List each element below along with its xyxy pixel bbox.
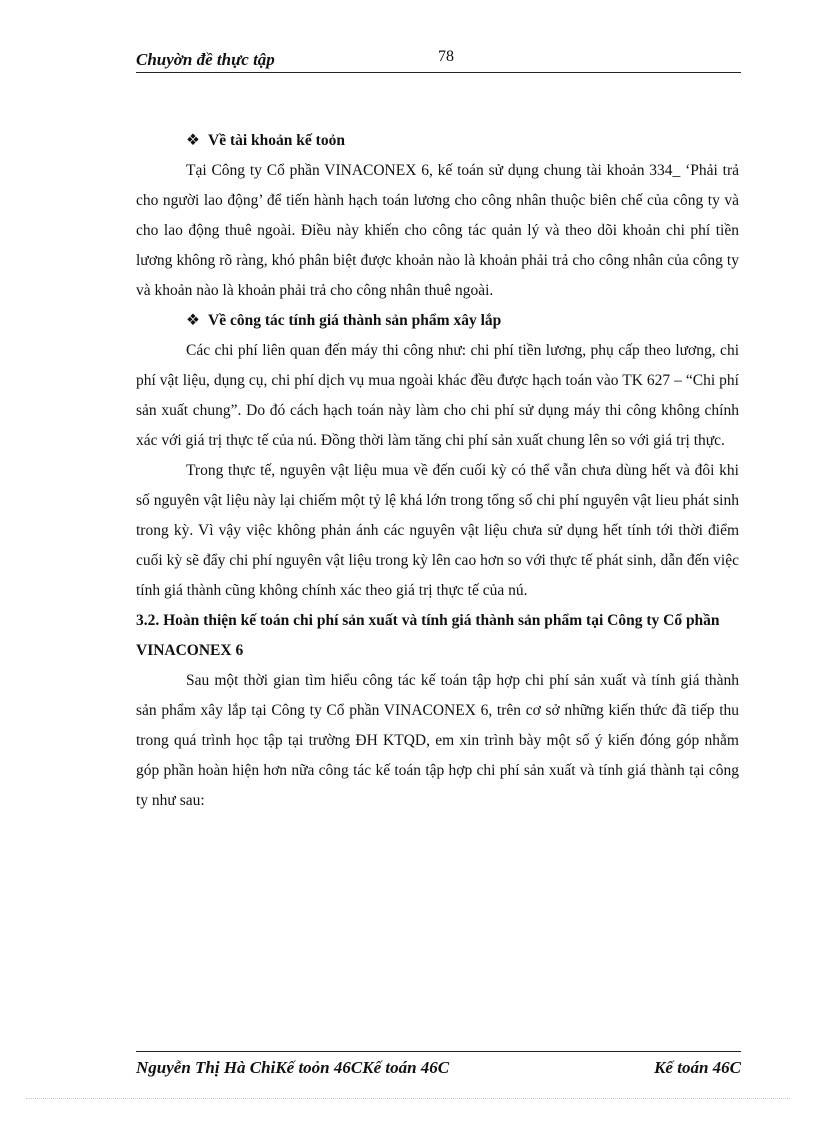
page-bottom-divider — [26, 1098, 790, 1099]
paragraph-section-3-2: Sau một thời gian tìm hiểu công tác kế toán tập hợp chi phí sản xuất và tính giá thành sản phẩm xây lắp tại Công ty Cổ phần VINACONEX 6, trên cơ sở những kiến thức đã tiếp thu trong quá trình học tập tại trường ĐH KTQD, em xin trình bày một số ý kiến đóng góp nhằm góp phần hoàn hiện hơn nữa công tác kế toán tập hợp chi phí sản xuất và tính giá thành tại công ty như sau: — [136, 672, 739, 809]
paragraph-material-costs: Trong thực tế, nguyên vật liệu mua về đến cuối kỳ có thể vẫn chưa dùng hết và đôi khi số nguyên vật liệu này lại chiếm một tỷ lệ khá lớn trong tổng số chi phí nguyên vật lieu phát sinh trong kỳ. Vì vậy việc không phản ánh các nguyên vật liệu chưa sử dụng hết tính tới thời điểm cuối kỳ sẽ đẩy chi phí nguyên vật liệu trong kỳ lên cao hơn so với thực tế phát sinh, dẫn đến việc tính giá thành cũng không chính xác theo giá trị thực tế của nú. — [136, 462, 739, 599]
diamond-bullet-icon: ❖ — [186, 312, 200, 329]
section-heading-3-2: 3.2. Hoàn thiện kế toán chi phí sản xuất và tính giá thành sản phẩm tại Công ty Cổ phần VINACONEX 6 — [136, 612, 720, 659]
page-header — [136, 44, 741, 73]
bullet-heading-costing — [136, 306, 739, 336]
document-body — [136, 126, 739, 816]
bullet-heading-text: Về tài khoản kế toỏn — [208, 132, 345, 149]
bullet-heading-accounts — [136, 126, 739, 156]
header-title: Chuyờn đề thực tập — [136, 50, 275, 69]
footer-author: Nguyễn Thị Hà ChiKế toỏn 46CKế toán 46C — [136, 1058, 450, 1077]
diamond-bullet-icon: ❖ — [186, 132, 200, 149]
bullet-heading-text: Về công tác tính giá thành sản phẩm xây lắp — [208, 312, 502, 329]
page-number: 78 — [438, 48, 454, 65]
page-footer — [136, 1051, 741, 1082]
footer-class: Kế toán 46C — [654, 1058, 741, 1077]
paragraph-accounts: Tại Công ty Cổ phần VINACONEX 6, kế toán sử dụng chung tài khoản 334_ ‘Phải trả cho người lao động’ để tiến hành hạch toán lương cho công nhân thuộc biên chế của công ty và cho lao động thuê ngoài. Điều này khiến cho công tác quản lý và theo dõi khoản chi phí tiền lương không rõ ràng, khó phân biệt được khoản nào là khoản phải trả cho công nhân của công ty và khoản nào là khoản phải trả cho công nhân thuê ngoài. — [136, 162, 739, 299]
paragraph-machine-costs: Các chi phí liên quan đến máy thi công như: chi phí tiền lương, phụ cấp theo lương, chi phí vật liệu, dụng cụ, chi phí dịch vụ mua ngoài khác đều được hạch toán vào TK 627 – “Chi phí sản xuất chung”. Do đó cách hạch toán này làm cho chi phí sử dụng máy thi công không chính xác với giá trị thực tế của nú. Đồng thời làm tăng chi phí sản xuất chung lên so với giá trị thực. — [136, 342, 739, 449]
